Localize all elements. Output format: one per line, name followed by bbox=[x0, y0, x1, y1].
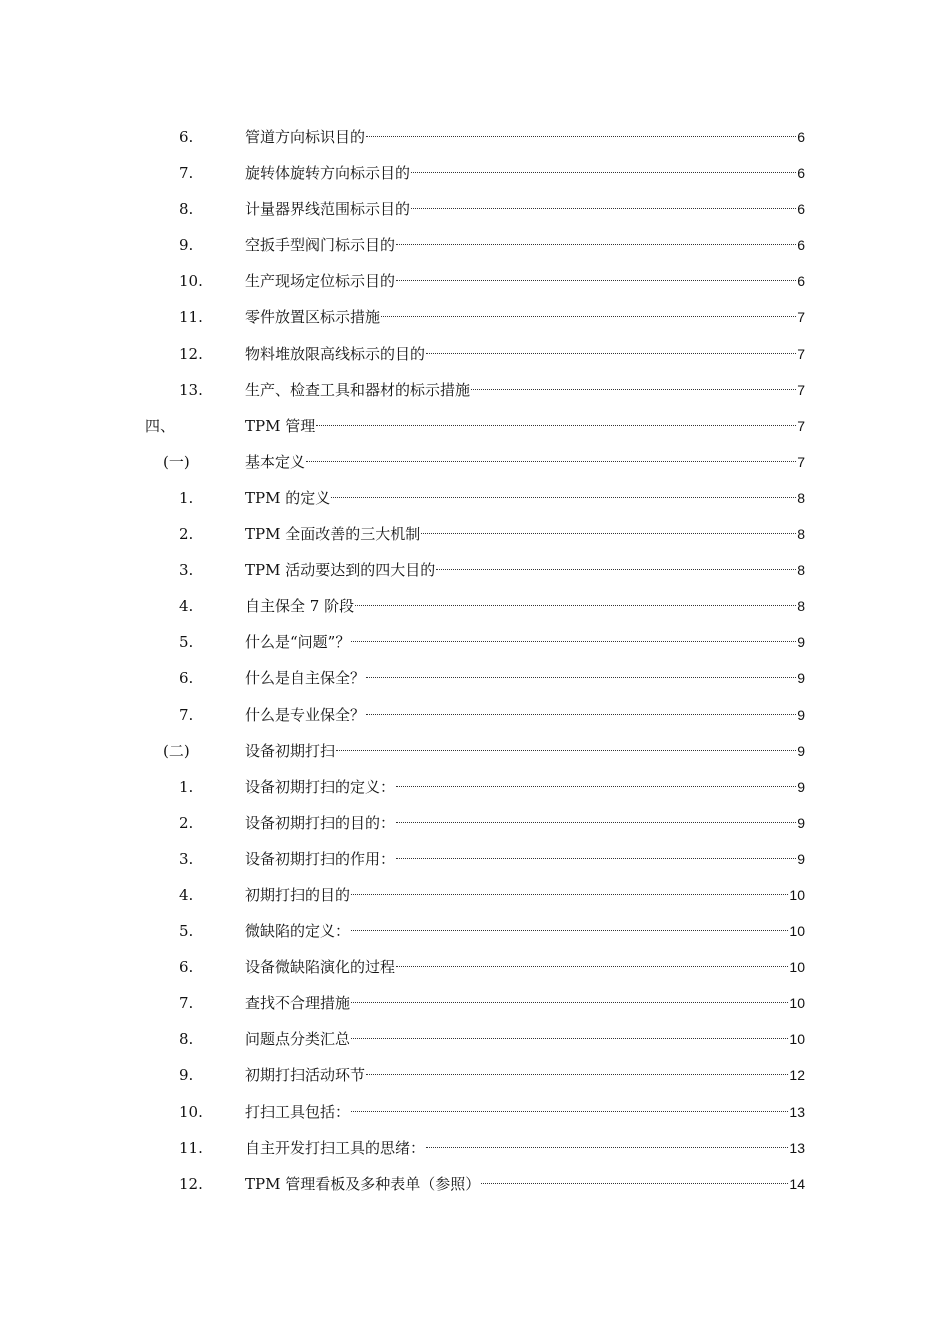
dot-leader bbox=[396, 244, 796, 245]
toc-entry-title[interactable]: 什么是专业保全？ bbox=[245, 705, 366, 724]
toc-entry-number: 1. bbox=[179, 488, 194, 507]
toc-entry-page-number: 8 bbox=[797, 598, 805, 615]
toc-entry-title[interactable]: 自主保全 7 阶段 bbox=[245, 597, 355, 616]
toc-entry[interactable] bbox=[0, 877, 950, 913]
toc-entry-page-number: 14 bbox=[789, 1175, 805, 1192]
table-of-contents bbox=[0, 119, 950, 1202]
toc-entry[interactable] bbox=[0, 660, 950, 696]
toc-entry-page-number: 13 bbox=[789, 1139, 805, 1156]
toc-entry-number: 9. bbox=[179, 236, 194, 255]
toc-entry[interactable] bbox=[0, 769, 950, 805]
toc-entry-title[interactable]: 设备初期打扫的作用： bbox=[245, 849, 396, 868]
toc-entry-number: 3. bbox=[179, 849, 194, 868]
dot-leader bbox=[316, 425, 796, 426]
toc-entry-page-number: 7 bbox=[797, 417, 805, 434]
toc-entry-body bbox=[245, 660, 805, 696]
toc-entry-title[interactable]: 设备初期打扫的目的： bbox=[245, 813, 396, 832]
toc-entry-number: 12. bbox=[179, 344, 203, 363]
toc-entry-body bbox=[245, 119, 805, 155]
toc-entry-title[interactable]: 管道方向标识目的 bbox=[245, 128, 366, 146]
toc-entry-title[interactable]: TPM 全面改善的三大机制 bbox=[245, 525, 421, 544]
toc-entry[interactable] bbox=[0, 119, 950, 155]
toc-entry-body bbox=[245, 444, 805, 480]
dot-leader bbox=[351, 930, 788, 931]
toc-entry-body bbox=[245, 769, 805, 805]
dot-leader bbox=[351, 641, 796, 642]
toc-entry-number: 10. bbox=[179, 1102, 203, 1121]
toc-entry-number: 6. bbox=[179, 958, 194, 977]
toc-entry-body bbox=[245, 697, 805, 733]
toc-entry-title[interactable]: 计量器界线范围标示目的 bbox=[245, 200, 411, 219]
toc-entry[interactable] bbox=[0, 336, 950, 372]
toc-entry-page-number: 9 bbox=[797, 814, 805, 831]
toc-entry[interactable] bbox=[0, 1130, 950, 1166]
dot-leader bbox=[351, 1002, 788, 1003]
toc-entry-page-number: 6 bbox=[797, 165, 805, 182]
toc-entry-body bbox=[245, 155, 805, 191]
toc-entry[interactable] bbox=[0, 697, 950, 733]
toc-entry-number: 5. bbox=[179, 633, 194, 652]
toc-entry[interactable] bbox=[0, 1094, 950, 1130]
dot-leader bbox=[396, 858, 796, 859]
toc-entry[interactable] bbox=[0, 516, 950, 552]
toc-entry-page-number: 10 bbox=[789, 923, 805, 940]
toc-entry-page-number: 10 bbox=[789, 886, 805, 903]
dot-leader bbox=[306, 461, 796, 462]
toc-entry-title[interactable]: 零件放置区标示措施 bbox=[245, 308, 381, 327]
toc-entry-body bbox=[245, 1166, 805, 1202]
toc-entry-page-number: 8 bbox=[797, 526, 805, 543]
dot-leader bbox=[396, 822, 796, 823]
toc-entry[interactable] bbox=[0, 155, 950, 191]
toc-entry-number: 13. bbox=[179, 380, 203, 399]
toc-entry-body bbox=[245, 227, 805, 263]
dot-leader bbox=[481, 1183, 788, 1184]
toc-entry-page-number: 12 bbox=[789, 1067, 805, 1084]
toc-entry[interactable] bbox=[0, 299, 950, 335]
toc-entry-page-number: 9 bbox=[797, 778, 805, 795]
dot-leader bbox=[426, 353, 796, 354]
toc-entry-title[interactable]: 自主开发打扫工具的思绪： bbox=[245, 1138, 426, 1157]
dot-leader bbox=[411, 208, 796, 209]
dot-leader bbox=[366, 714, 796, 715]
toc-entry[interactable] bbox=[0, 624, 950, 660]
toc-entry-body bbox=[245, 191, 805, 227]
toc-entry-body bbox=[245, 1094, 805, 1130]
toc-entry-title[interactable]: 微缺陷的定义： bbox=[245, 922, 351, 941]
toc-entry-page-number: 7 bbox=[797, 345, 805, 362]
toc-entry-number: 11. bbox=[179, 1138, 203, 1157]
toc-entry-page-number: 9 bbox=[797, 706, 805, 723]
toc-entry-number: 12. bbox=[179, 1174, 203, 1193]
toc-entry[interactable] bbox=[0, 1021, 950, 1057]
toc-entry-number: 1. bbox=[179, 777, 194, 796]
toc-entry[interactable] bbox=[0, 552, 950, 588]
toc-entry-number: 2. bbox=[179, 813, 194, 832]
toc-entry-number: 3. bbox=[179, 561, 194, 580]
toc-entry-title[interactable]: TPM 管理看板及多种表单（参照） bbox=[245, 1174, 481, 1193]
toc-entry-title[interactable]: 设备初期打扫的定义： bbox=[245, 777, 396, 796]
dot-leader bbox=[381, 316, 796, 317]
toc-entry-title[interactable]: 查找不合理措施 bbox=[245, 994, 351, 1013]
toc-entry-title[interactable]: TPM 的定义 bbox=[245, 488, 331, 507]
dot-leader bbox=[471, 389, 796, 390]
toc-entry[interactable] bbox=[0, 191, 950, 227]
toc-entry-title[interactable]: 物料堆放限高线标示的目的 bbox=[245, 344, 426, 363]
dot-leader bbox=[366, 677, 796, 678]
toc-entry-title[interactable]: TPM 活动要达到的四大目的 bbox=[245, 561, 436, 580]
toc-entry[interactable] bbox=[0, 408, 950, 444]
toc-entry-number: 2. bbox=[179, 525, 194, 544]
toc-entry[interactable] bbox=[0, 588, 950, 624]
dot-leader bbox=[426, 1147, 788, 1148]
toc-entry-body bbox=[245, 408, 805, 444]
toc-entry-body bbox=[245, 733, 805, 769]
toc-entry-page-number: 9 bbox=[797, 742, 805, 759]
toc-entry-page-number: 9 bbox=[797, 850, 805, 867]
toc-entry[interactable] bbox=[0, 949, 950, 985]
toc-entry-number: 四、 bbox=[145, 416, 176, 435]
toc-entry-page-number: 9 bbox=[797, 670, 805, 687]
toc-entry[interactable] bbox=[0, 841, 950, 877]
toc-entry-number: (一) bbox=[163, 452, 190, 471]
toc-entry-page-number: 6 bbox=[797, 201, 805, 218]
dot-leader bbox=[366, 136, 796, 137]
toc-entry[interactable] bbox=[0, 805, 950, 841]
toc-entry-number: 8. bbox=[179, 1030, 194, 1049]
toc-entry-number: (二) bbox=[163, 741, 190, 760]
toc-entry-body bbox=[245, 372, 805, 408]
toc-entry-number: 10. bbox=[179, 272, 203, 291]
toc-entry-body bbox=[245, 263, 805, 299]
toc-entry-page-number: 7 bbox=[797, 453, 805, 470]
toc-entry-page-number: 9 bbox=[797, 634, 805, 651]
toc-entry-body bbox=[245, 1021, 805, 1057]
toc-entry-title[interactable]: 基本定义 bbox=[245, 452, 306, 471]
toc-entry[interactable] bbox=[0, 372, 950, 408]
toc-entry-page-number: 6 bbox=[797, 129, 805, 145]
toc-entry-title[interactable]: 什么是自主保全？ bbox=[245, 669, 366, 688]
toc-entry-page-number: 6 bbox=[797, 273, 805, 290]
toc-entry-body bbox=[245, 985, 805, 1021]
toc-entry[interactable] bbox=[0, 227, 950, 263]
toc-entry-title[interactable]: 什么是“问题”？ bbox=[245, 633, 351, 652]
toc-entry-title[interactable]: 空扳手型阀门标示目的 bbox=[245, 236, 396, 255]
dot-leader bbox=[366, 1074, 788, 1075]
toc-entry-page-number: 7 bbox=[797, 381, 805, 398]
toc-entry-page-number: 7 bbox=[797, 309, 805, 326]
toc-entry-page-number: 6 bbox=[797, 237, 805, 254]
toc-entry[interactable] bbox=[0, 913, 950, 949]
toc-entry[interactable] bbox=[0, 1057, 950, 1093]
toc-entry-number: 4. bbox=[179, 885, 194, 904]
toc-entry-title[interactable]: 设备微缺陷演化的过程 bbox=[245, 958, 396, 977]
toc-entry-number: 4. bbox=[179, 597, 194, 616]
toc-entry[interactable] bbox=[0, 263, 950, 299]
toc-entry-title[interactable]: 旋转体旋转方向标示目的 bbox=[245, 164, 411, 183]
toc-entry-page-number: 10 bbox=[789, 1031, 805, 1048]
dot-leader bbox=[351, 1111, 788, 1112]
dot-leader bbox=[351, 1038, 788, 1039]
dot-leader bbox=[336, 750, 796, 751]
toc-entry[interactable] bbox=[0, 444, 950, 480]
toc-entry-body bbox=[245, 516, 805, 552]
toc-entry-number: 9. bbox=[179, 1066, 194, 1085]
dot-leader bbox=[436, 569, 796, 570]
toc-entry-body bbox=[245, 1130, 805, 1166]
toc-entry-title[interactable]: 生产、检查工具和器材的标示措施 bbox=[245, 380, 471, 399]
toc-entry-body bbox=[245, 299, 805, 335]
toc-entry[interactable] bbox=[0, 480, 950, 516]
toc-entry-body bbox=[245, 841, 805, 877]
dot-leader bbox=[421, 533, 796, 534]
toc-entry-number: 7. bbox=[179, 705, 194, 724]
toc-entry-page-number: 10 bbox=[789, 995, 805, 1012]
toc-entry-title[interactable]: 设备初期打扫 bbox=[245, 741, 336, 760]
toc-entry-body bbox=[245, 877, 805, 913]
toc-entry-number: 7. bbox=[179, 994, 194, 1013]
toc-entry-body bbox=[245, 1057, 805, 1093]
dot-leader bbox=[396, 786, 796, 787]
toc-entry-body bbox=[245, 588, 805, 624]
toc-entry[interactable] bbox=[0, 733, 950, 769]
dot-leader bbox=[355, 605, 796, 606]
dot-leader bbox=[396, 280, 796, 281]
toc-entry-body bbox=[245, 805, 805, 841]
toc-entry-body bbox=[245, 624, 805, 660]
toc-entry-number: 6. bbox=[179, 669, 194, 688]
dot-leader bbox=[396, 966, 788, 967]
toc-entry-number: 8. bbox=[179, 200, 194, 219]
toc-entry-title[interactable]: 问题点分类汇总 bbox=[245, 1030, 351, 1049]
toc-entry-number: 5. bbox=[179, 922, 194, 941]
toc-entry-number: 11. bbox=[179, 308, 203, 327]
toc-entry-page-number: 8 bbox=[797, 562, 805, 579]
toc-entry-number: 6. bbox=[179, 128, 194, 146]
toc-entry-body bbox=[245, 336, 805, 372]
toc-entry-title[interactable]: 初期打扫活动环节 bbox=[245, 1066, 366, 1085]
toc-entry-page-number: 10 bbox=[789, 959, 805, 976]
toc-entry-body bbox=[245, 552, 805, 588]
toc-entry-page-number: 13 bbox=[789, 1103, 805, 1120]
dot-leader bbox=[411, 172, 796, 173]
dot-leader bbox=[351, 894, 788, 895]
toc-entry-body bbox=[245, 480, 805, 516]
toc-entry-title[interactable]: 打扫工具包括： bbox=[245, 1102, 351, 1121]
toc-entry-number: 7. bbox=[179, 164, 194, 183]
toc-entry-body bbox=[245, 949, 805, 985]
toc-entry-title[interactable]: TPM 管理 bbox=[245, 416, 316, 435]
toc-entry-title[interactable]: 生产现场定位标示目的 bbox=[245, 272, 396, 291]
toc-entry-page-number: 8 bbox=[797, 489, 805, 506]
dot-leader bbox=[331, 497, 796, 498]
toc-entry-body bbox=[245, 913, 805, 949]
toc-entry[interactable] bbox=[0, 1166, 950, 1202]
toc-entry-title[interactable]: 初期打扫的目的 bbox=[245, 885, 351, 904]
toc-entry[interactable] bbox=[0, 985, 950, 1021]
